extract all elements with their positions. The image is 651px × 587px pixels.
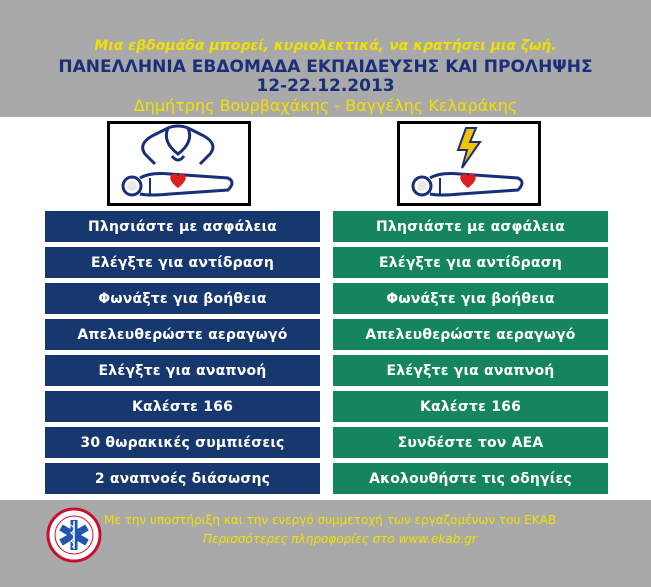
cpr-step: 30 θωρακικές συμπιέσεις bbox=[45, 427, 320, 458]
aed-steps-column bbox=[333, 211, 608, 499]
cpr-step: Φωνάξτε για βοήθεια bbox=[45, 283, 320, 314]
aed-step: Ελέγξτε για αντίδραση bbox=[333, 247, 608, 278]
aed-step: Ακολουθήστε τις οδηγίες bbox=[333, 463, 608, 494]
ekab-star-of-life-icon bbox=[46, 507, 102, 563]
aed-step: Πλησιάστε με ασφάλεια bbox=[333, 211, 608, 242]
cpr-step: Ελέγξτε για αντίδραση bbox=[45, 247, 320, 278]
campaign-dates: 12-22.12.2013 bbox=[256, 76, 395, 96]
header-banner bbox=[0, 0, 651, 117]
aed-step: Ελέγξτε για αναπνοή bbox=[333, 355, 608, 386]
defibrillator-bolt-icon bbox=[400, 124, 538, 203]
tagline: Μια εβδομάδα μπορεί, κυριολεκτικά, να κρατήσει μια ζωή. bbox=[94, 38, 557, 54]
authors: Δημήτρης Βουρβαχάκης - Βαγγέλης Κελαράκης bbox=[133, 96, 518, 115]
aed-step: Φωνάξτε για βοήθεια bbox=[333, 283, 608, 314]
cpr-step: Καλέστε 166 bbox=[45, 391, 320, 422]
cpr-illustration-panel bbox=[107, 121, 251, 206]
cpr-step: 2 αναπνοές διάσωσης bbox=[45, 463, 320, 494]
cpr-hands-icon bbox=[110, 124, 248, 203]
cpr-step: Πλησιάστε με ασφάλεια bbox=[45, 211, 320, 242]
aed-step: Συνδέστε τον AEA bbox=[333, 427, 608, 458]
cpr-step: Απελευθερώστε αεραγωγό bbox=[45, 319, 320, 350]
info-text: Περισσότερες πληροφορίες στο www.ekab.gr bbox=[203, 532, 477, 546]
campaign-title-text: ΠΑΝΕΛΛΗΝΙΑ ΕΒΔΟΜΑΔΑ ΕΚΠΑΙΔΕΥΣΗΣ ΚΑΙ ΠΡΟΛΗΨΗΣ bbox=[58, 57, 593, 77]
aed-step: Καλέστε 166 bbox=[333, 391, 608, 422]
campaign-title bbox=[0, 58, 651, 96]
cpr-step: Ελέγξτε για αναπνοή bbox=[45, 355, 320, 386]
cpr-steps-column bbox=[45, 211, 320, 499]
support-text: Με την υποστήριξη και την ενεργό συμμετοχή των εργαζομένων του ΕΚΑΒ bbox=[104, 513, 557, 527]
aed-illustration-panel bbox=[397, 121, 541, 206]
aed-step: Απελευθερώστε αεραγωγό bbox=[333, 319, 608, 350]
footer-banner bbox=[0, 500, 651, 587]
